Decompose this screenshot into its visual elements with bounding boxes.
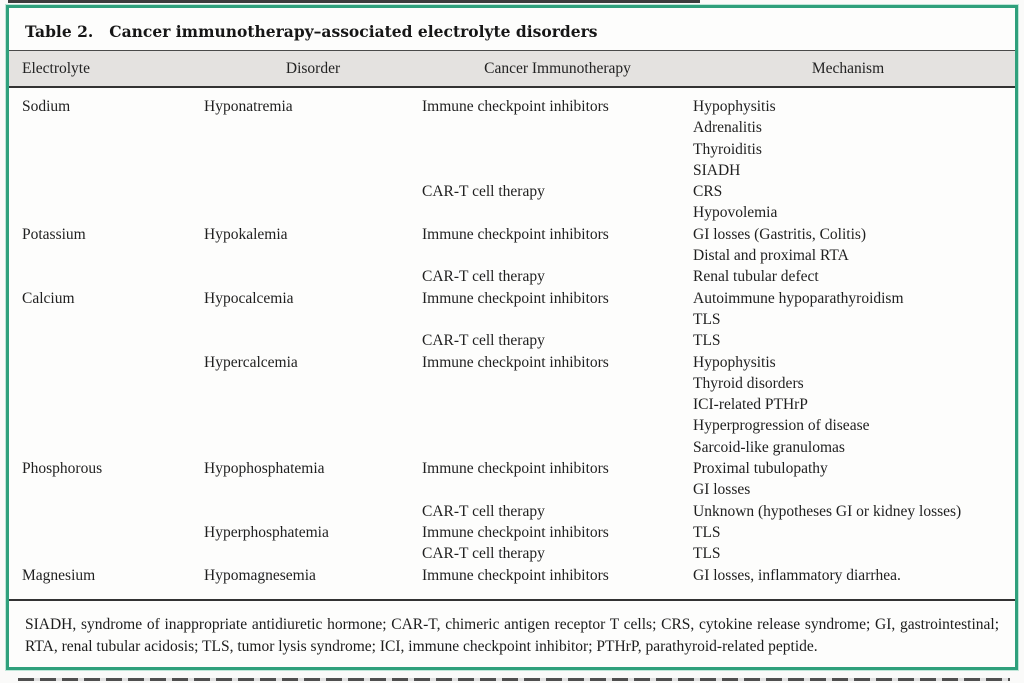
table-row <box>9 224 1015 245</box>
cell-disorder <box>204 501 422 522</box>
cell-disorder <box>204 415 422 436</box>
cell-mechanism: Adrenalitis <box>693 119 762 137</box>
cell-mechanism: Unknown (hypotheses GI or kidney losses) <box>693 502 962 520</box>
table-row <box>9 501 1015 522</box>
table-row <box>9 543 1015 564</box>
cell-mechanism: Renal tubular defect <box>693 268 819 286</box>
cell-therapy: Immune checkpoint inhibitors <box>422 225 609 243</box>
cell-disorder <box>204 479 422 500</box>
table-row <box>9 288 1015 309</box>
cell-mechanism: Thyroiditis <box>693 140 762 158</box>
table-row <box>9 202 1015 223</box>
cell-disorder <box>204 330 422 351</box>
cell-mechanism: GI losses <box>693 481 751 499</box>
table-row <box>9 266 1015 287</box>
cell-therapy <box>422 394 693 415</box>
cell-electrolyte <box>22 139 204 160</box>
cell-electrolyte <box>22 394 204 415</box>
cell-therapy: Immune checkpoint inhibitors <box>422 460 609 478</box>
table-row <box>9 565 1015 586</box>
cell-disorder <box>204 437 422 458</box>
table-title: Cancer immunotherapy–associated electrolyte disorders <box>109 21 598 41</box>
table-row <box>9 373 1015 394</box>
cell-therapy <box>422 160 693 181</box>
cell-mechanism: SIADH <box>693 161 741 179</box>
cell-therapy <box>422 245 693 266</box>
table-row <box>9 394 1015 415</box>
cell-electrolyte <box>22 202 204 223</box>
cell-disorder <box>204 139 422 160</box>
table-row <box>9 330 1015 351</box>
cell-therapy <box>422 437 693 458</box>
cell-electrolyte: Sodium <box>22 98 71 115</box>
cell-mechanism: TLS <box>693 332 721 350</box>
cell-disorder <box>204 245 422 266</box>
cell-electrolyte <box>22 373 204 394</box>
table-row <box>9 479 1015 500</box>
cell-therapy <box>422 139 693 160</box>
cell-mechanism: TLS <box>693 523 721 541</box>
cell-therapy: Immune checkpoint inhibitors <box>422 289 609 307</box>
cell-mechanism: CRS <box>693 183 723 201</box>
scan-artifact-top <box>8 0 700 3</box>
cell-therapy: CAR-T cell therapy <box>422 545 545 563</box>
cell-mechanism: Thyroid disorders <box>693 374 804 392</box>
table-row <box>9 522 1015 543</box>
cell-disorder <box>204 181 422 202</box>
cell-therapy <box>422 479 693 500</box>
cell-mechanism: Hypophysitis <box>693 98 776 115</box>
cell-electrolyte: Calcium <box>22 289 75 307</box>
cell-electrolyte <box>22 266 204 287</box>
cell-electrolyte: Phosphorous <box>22 460 103 478</box>
cell-mechanism: Hyperprogression of disease <box>693 417 870 435</box>
cell-electrolyte <box>22 160 204 181</box>
table-row <box>9 160 1015 181</box>
cell-mechanism: Autoimmune hypoparathyroidism <box>693 289 904 307</box>
cell-disorder: Hypomagnesemia <box>204 566 316 584</box>
cell-therapy: CAR-T cell therapy <box>422 502 545 520</box>
cell-disorder: Hyponatremia <box>204 98 293 115</box>
cell-mechanism: GI losses (Gastritis, Colitis) <box>693 225 867 243</box>
cell-electrolyte <box>22 117 204 138</box>
cell-therapy <box>422 202 693 223</box>
cell-therapy <box>422 117 693 138</box>
cell-disorder <box>204 266 422 287</box>
table-header-row <box>9 50 1015 88</box>
cell-electrolyte <box>22 352 204 373</box>
table-label: Table 2. <box>25 21 94 41</box>
cell-therapy <box>422 415 693 436</box>
cell-electrolyte <box>22 501 204 522</box>
cell-disorder <box>204 373 422 394</box>
cell-disorder <box>204 160 422 181</box>
cell-mechanism: Hypovolemia <box>693 204 778 222</box>
cell-electrolyte <box>22 330 204 351</box>
cell-disorder <box>204 117 422 138</box>
cell-electrolyte <box>22 181 204 202</box>
cell-electrolyte: Magnesium <box>22 566 96 584</box>
column-header-cancer-immunotherapy: Cancer Immunotherapy <box>484 59 631 77</box>
table-row <box>9 309 1015 330</box>
table-row <box>9 117 1015 138</box>
cell-disorder: Hypokalemia <box>204 225 288 243</box>
cell-electrolyte <box>22 415 204 436</box>
column-header-disorder: Disorder <box>285 59 341 77</box>
cell-electrolyte <box>22 479 204 500</box>
cell-therapy: CAR-T cell therapy <box>422 268 545 286</box>
cell-therapy <box>422 373 693 394</box>
table-row <box>9 352 1015 373</box>
cell-electrolyte <box>22 245 204 266</box>
cell-therapy: Immune checkpoint inhibitors <box>422 523 609 541</box>
cell-disorder: Hyperphosphatemia <box>204 523 329 541</box>
cell-mechanism: GI losses, inflammatory diarrhea. <box>693 566 901 584</box>
cell-electrolyte <box>22 543 204 564</box>
table-row <box>9 245 1015 266</box>
table-footnote: SIADH, syndrome of inappropriate antidiuretic hormone; CAR-T, chimeric antigen receptor T cells; CRS, cytokine release syndrome; GI, gastrointestinal; RTA, renal tubular acidosis; TLS, tumor lysis syndrome; ICI, immune checkpoint inhibitor; PTHrP, parathyroid-related peptide. <box>25 616 999 655</box>
cell-therapy: Immune checkpoint inhibitors <box>422 353 609 371</box>
cell-disorder: Hypophosphatemia <box>204 460 325 478</box>
cell-therapy <box>422 309 693 330</box>
column-header-electrolyte: Electrolyte <box>22 59 90 77</box>
cell-therapy: Immune checkpoint inhibitors <box>422 566 609 584</box>
table-row <box>9 458 1015 479</box>
table-caption <box>9 8 1015 50</box>
table-row <box>9 181 1015 202</box>
cell-therapy: Immune checkpoint inhibitors <box>422 98 609 115</box>
cell-disorder <box>204 309 422 330</box>
cell-mechanism: Hypophysitis <box>693 353 776 371</box>
cell-mechanism: Sarcoid-like granulomas <box>693 438 845 456</box>
cell-mechanism: Distal and proximal RTA <box>693 247 849 265</box>
cell-electrolyte <box>22 437 204 458</box>
cell-disorder <box>204 202 422 223</box>
cell-disorder: Hypocalcemia <box>204 289 294 307</box>
cell-disorder <box>204 394 422 415</box>
cell-mechanism: ICI-related PTHrP <box>693 396 808 414</box>
cell-disorder: Hypercalcemia <box>204 353 298 371</box>
table-row <box>9 96 1015 117</box>
table-row <box>9 415 1015 436</box>
table-body <box>9 88 1015 592</box>
cell-disorder <box>204 543 422 564</box>
cell-electrolyte: Potassium <box>22 225 86 243</box>
cell-mechanism: Proximal tubulopathy <box>693 460 828 478</box>
scan-artifact-bottom <box>18 678 1010 681</box>
cell-mechanism: TLS <box>693 310 721 328</box>
cell-therapy: CAR-T cell therapy <box>422 183 545 201</box>
table-2-frame <box>6 5 1018 670</box>
cell-electrolyte <box>22 522 204 543</box>
table-row <box>9 437 1015 458</box>
cell-mechanism: TLS <box>693 545 721 563</box>
cell-electrolyte <box>22 309 204 330</box>
table-row <box>9 139 1015 160</box>
cell-therapy: CAR-T cell therapy <box>422 332 545 350</box>
column-header-mechanism: Mechanism <box>811 59 885 77</box>
